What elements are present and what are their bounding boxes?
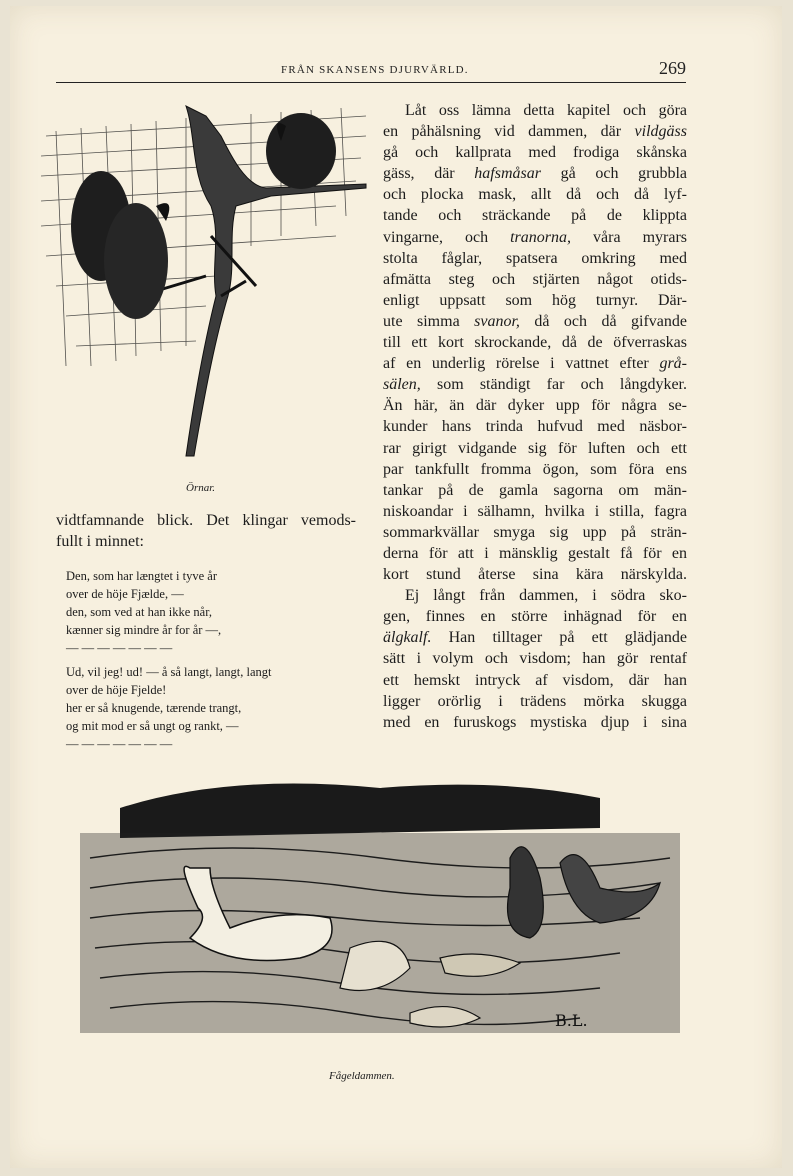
body-text-line: stolta fåglar, spatsera omkring med — [383, 249, 687, 267]
body-text-line: en påhälsning vid dammen, där vildgäss — [383, 123, 687, 141]
body-text-line: ute simma svanor, då och då gifvande — [383, 312, 687, 330]
body-text-line: sätt i volym och visdom; han gör rentaf — [383, 650, 687, 668]
poem-line: og mit mod er så ungt og rankt, — — [66, 719, 239, 733]
body-text-line: Än här, än där dyker upp för några se- — [383, 397, 687, 415]
left-column-paragraph — [56, 510, 356, 552]
body-text-line: af en underlig rörelse i vattnet efter grå- — [383, 355, 687, 373]
pond-signature: B.L. — [555, 1011, 588, 1030]
italic-term: vildgäss — [634, 123, 687, 141]
poem-dash-line: — — — — — — — — [66, 641, 173, 655]
poem-line: Ud, vil jeg! ud! — å så langt, langt, langt — [66, 665, 272, 679]
poem-line: den, som ved at han ikke når, — [66, 605, 212, 619]
poem-line: her er så knugende, tærende trangt, — [66, 701, 242, 715]
poem-dash-line: — — — — — — — — [66, 737, 173, 751]
pond-illustration — [80, 768, 680, 1068]
poem-line: Den, som har længtet i tyve år — [66, 569, 218, 583]
left-paragraph-line: vidtfamnande blick. Det klingar vemods- — [56, 512, 356, 529]
italic-term: sälen, — [383, 376, 421, 394]
body-text-line: ett hemskt intryck af visdom, där han — [383, 671, 687, 689]
body-text-line: älgkalf. Han tilltager på ett glädjande — [383, 629, 687, 647]
italic-term: grå- — [659, 355, 687, 373]
body-text-line: sommarkvällar smyga sig upp på strän- — [383, 523, 687, 541]
poem-quote — [66, 567, 356, 753]
body-text-line: vingarne, och tranorna, våra myrars — [383, 228, 687, 246]
body-text-line: gå och kallprata med frodiga skånska — [383, 144, 687, 162]
page-number: 269 — [659, 58, 686, 78]
body-text-line: afmätta steg och stjärten något otids- — [383, 270, 687, 288]
body-text-line: och plocka mask, allt då och då lyf- — [383, 186, 687, 204]
body-text-line: sälen, som ständigt far och långdyker. — [383, 376, 687, 394]
body-text-line: derna för att i mänsklig gestalt få för en — [383, 544, 687, 562]
body-text-line: med en furuskogs mystiska djup i sina — [383, 713, 687, 731]
body-text-line: niskoandar i sälhamn, hvilka i stilla, fagra — [383, 502, 687, 520]
body-text-line: ligger orörlig i trädens mörka skugga — [383, 692, 687, 710]
right-column-text — [383, 100, 687, 733]
body-text-line: Låt oss lämna detta kapitel och göra — [405, 102, 687, 119]
pond-caption: Fågeldammen. — [329, 1070, 395, 1082]
body-text-line: enligt uppsatt som hög turnyr. Där- — [383, 291, 687, 309]
italic-term: älgkalf. — [383, 629, 432, 647]
body-text-line: till ett kort skrockande, då de öfverraskas — [383, 334, 687, 352]
running-title: FRÅN SKANSENS DJURVÄRLD. — [281, 64, 469, 76]
body-text-line: kunder hans trinda hufvud med näsbor- — [383, 418, 687, 436]
body-text-line: kort stund återse sina kära närskylda. — [383, 566, 687, 584]
poem-line: over de höje Fjelde! — [66, 683, 167, 697]
body-text-line: rar girigt vidgande sig för luften och ett — [383, 439, 687, 457]
left-paragraph-line: fullt i minnet: — [56, 533, 144, 550]
eagles-illustration — [36, 96, 376, 466]
italic-term: hafsmåsar — [474, 165, 541, 183]
running-header — [56, 58, 686, 83]
body-text-line: gen, finnes en större inhägnad för en — [383, 608, 687, 626]
body-text-line: Ej långt från dammen, i södra sko- — [405, 587, 687, 605]
body-text-line: gäss, där hafsmåsar gå och grubbla — [383, 165, 688, 183]
body-text-line: tande och sträckande på de klippta — [383, 207, 687, 225]
body-text-line: tankar på de gamla sagorna om män- — [383, 481, 687, 499]
eagles-caption: Örnar. — [186, 482, 216, 494]
body-text-line: par tankfullt fromma ögon, som föra ens — [383, 460, 687, 478]
italic-term: tranorna, — [510, 228, 572, 246]
poem-line: kænner sig mindre år for år —, — [66, 623, 222, 637]
italic-term: svanor, — [474, 312, 520, 330]
poem-line: over de höje Fjælde, — — [66, 587, 184, 601]
